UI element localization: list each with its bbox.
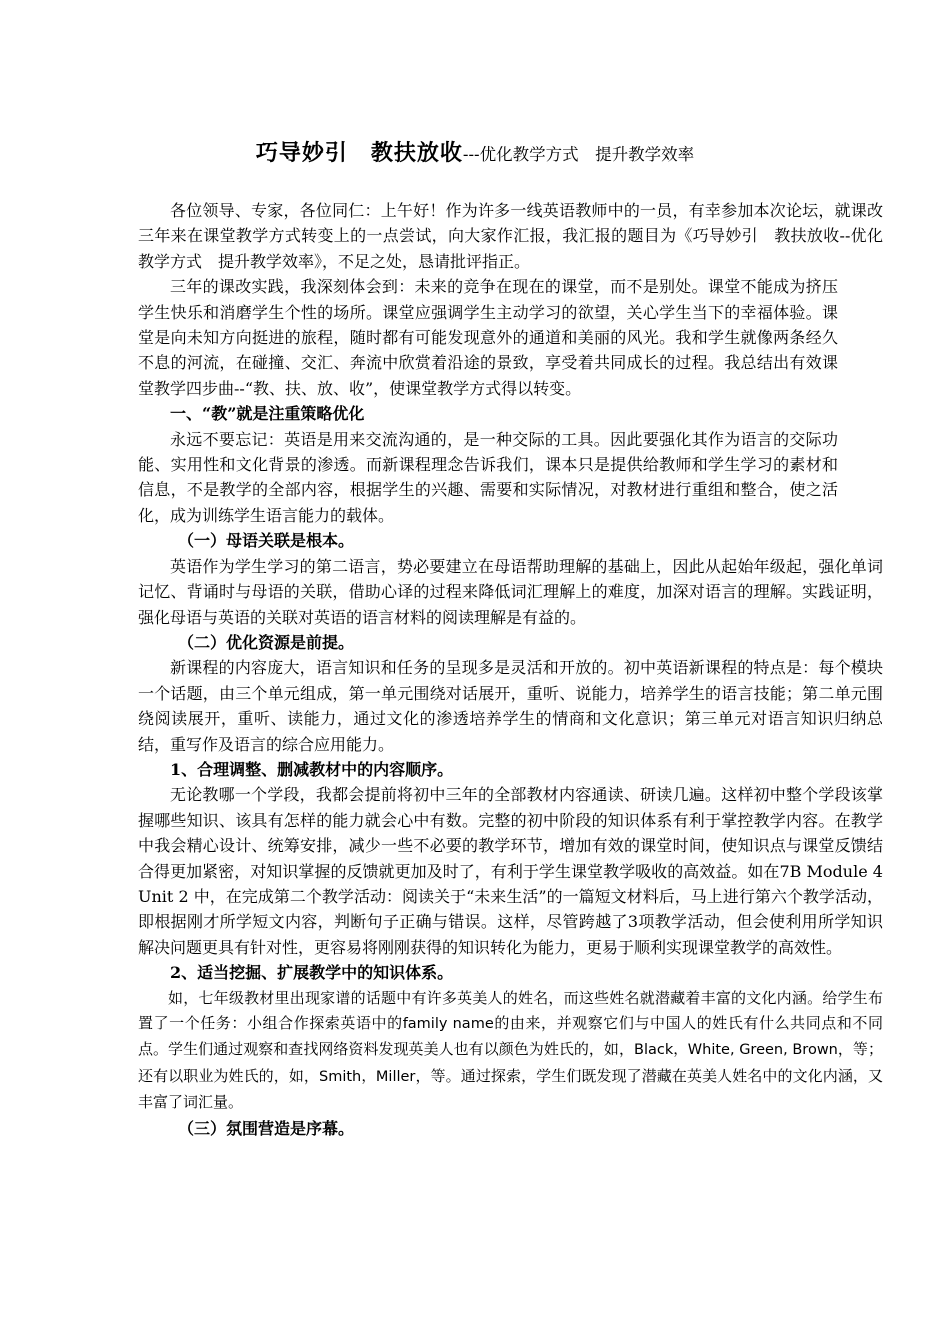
paragraph-resources: 新课程的内容庞大，语言知识和任务的呈现多是灵活和开放的。初中英语新课程的特点是：每个模块一个话题，由三个单元组成，第一单元围绕对话展开，重听、说能力，培养学生的语言技能；第二单元围绕阅读展开，重听、读能力，通过文化的渗透培养学生的情商和文化意识；第三单元对语言知识归纳总结，重写作及语言的综合应用能力。 xyxy=(138,658,883,754)
english-term: Smith，Miller xyxy=(319,1068,416,1085)
paragraph-family-names xyxy=(138,986,883,1116)
english-term: Black，White, Green, Brown xyxy=(634,1042,838,1059)
title-main: 巧导妙引 教扶放收 xyxy=(255,140,463,166)
document-body xyxy=(138,198,883,1141)
text-run: ，等；还有以职业为姓氏的，如， xyxy=(138,1040,883,1085)
english-term: family name xyxy=(402,1016,494,1032)
point-heading-2: 2、适当挖掘、扩展教学中的知识体系。 xyxy=(170,963,454,983)
section-heading-1: 一、“教”就是注重策略优化 xyxy=(170,404,365,424)
paragraph-adjust: 无论教哪一个学段，我都会提前将初中三年的全部教材内容通读、研读几遍。这样初中整个学段该掌握哪些知识、该具有怎样的能力就会心中有数。完整的初中阶段的知识体系有利于掌控教学内容。在教学中我会精心设计、统筹安排，减少一些不必要的教学环节，增加有效的课堂时间，使知识点与课堂反馈结合得更加紧密，对知识掌握的反馈就更加及时了，有利于学生课堂教学吸收的高效益。如在7B Module 4 Unit 2 中，在完成第二个教学活动：阅读关于“未来生活”的一篇短文材料后，马上进行第六个教学活动，即根据刚才所学短文内容，判断句子正确与错误。这样，尽管跨越了3项教学活动，但会使利用所学知识解决问题更具有针对性，更容易将刚刚获得的知识转化为能力，更易于顺利实现课堂教学的高效性。 xyxy=(138,785,883,957)
text-run: 的由来，并观察它们与中国人的姓氏有什么共同点和不同点。学生们通过观察和查找网络资料发现英美人也有以颜色为姓氏的，如， xyxy=(138,1014,883,1059)
paragraph-reflection: 三年的课改实践，我深刻体会到：未来的竞争在现在的课堂，而不是别处。课堂不能成为挤压学生快乐和消磨学生个性的场所。课堂应强调学生主动学习的欲望，关心学生当下的幸福体验。课堂是向未知方向挺进的旅程，随时都有可能发现意外的通道和美丽的风光。我和学生就像两条经久不息的河流，在碰撞、交汇、奔流中欣赏着沿途的景致，享受着共同成长的过程。我总结出有效课堂教学四步曲--“教、扶、放、收”，使课堂教学方式得以转变。 xyxy=(138,277,838,398)
paragraph-opening: 各位领导、专家，各位同仁：上午好！作为许多一线英语教师中的一员，有幸参加本次论坛，就课改三年来在课堂教学方式转变上的一点尝试，向大家作汇报，我汇报的题目为《巧导妙引 教扶放收--优化教学方式 提升教学效率》，不足之处，恳请批评指正。 xyxy=(138,201,883,271)
point-heading-1: 1、合理调整、删减教材中的内容顺序。 xyxy=(170,759,454,779)
document-title xyxy=(0,136,950,167)
text-run: 如，七年级教材里出现家谱的话题中有许多英美人的姓名，而这些姓名就潜藏着丰富的文化内涵。给学生布置了一个任务：小组合作探索英语中的 xyxy=(138,988,883,1032)
paragraph-mother-tongue: 英语作为学生学习的第二语言，势必要建立在母语帮助理解的基础上，因此从起始年级起，强化单词记忆、背诵时与母语的关联，借助心译的过程来降低词汇理解上的难度，加深对语言的理解。实践证明，强化母语与英语的关联对英语的语言材料的阅读理解是有益的。 xyxy=(138,556,883,627)
title-subtitle: ---优化教学方式 提升教学效率 xyxy=(462,145,695,164)
subheading-3: （三）氛围营造是序幕。 xyxy=(178,1118,355,1138)
paragraph-section-1: 永远不要忘记：英语是用来交流沟通的，是一种交际的工具。因此要强化其作为语言的交际功能、实用性和文化背景的渗透。而新课程理念告诉我们，课本只是提供给教师和学生学习的素材和信息，不是教学的全部内容，根据学生的兴趣、需要和实际情况，对教材进行重组和整合，使之活化，成为训练学生语言能力的载体。 xyxy=(138,429,838,525)
text-run: ，等。通过探索，学生们既发现了潜藏在英美人姓名中的文化内涵，又丰富了词汇量。 xyxy=(138,1066,883,1112)
subheading-1: （一）母语关联是根本。 xyxy=(178,531,355,551)
subheading-2: （二）优化资源是前提。 xyxy=(178,632,355,652)
